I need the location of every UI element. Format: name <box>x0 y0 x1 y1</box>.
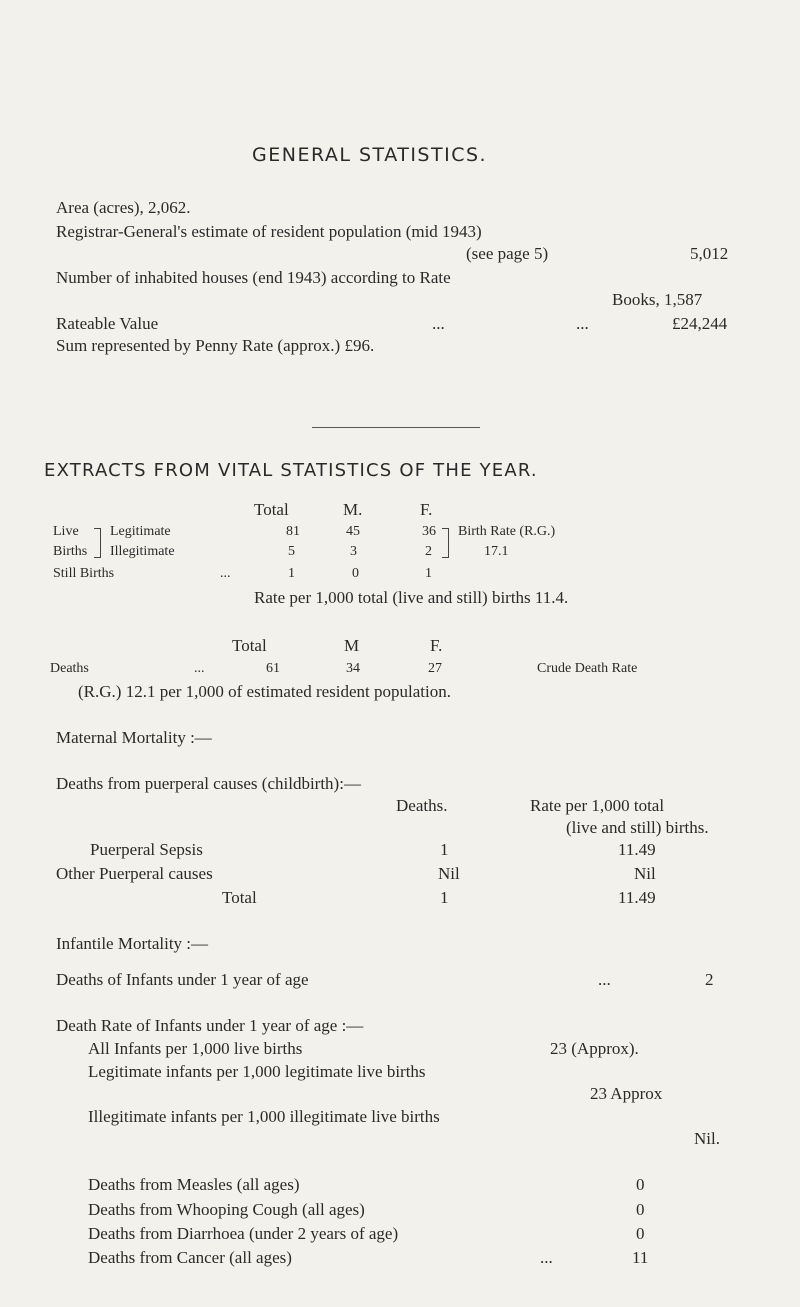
crude-death-rate-label: Crude Death Rate <box>537 661 638 676</box>
leader-dots: ... <box>598 970 611 989</box>
all-infants-label: All Infants per 1,000 live births <box>88 1039 303 1058</box>
deaths-measles-value: 0 <box>636 1175 645 1194</box>
maternal-row-label: Puerperal Sepsis <box>90 840 203 859</box>
legitimate-infants-label: Legitimate infants per 1,000 legitimate live births <box>88 1062 426 1081</box>
maternal-row-deaths: Nil <box>438 864 460 883</box>
live-label: Live <box>53 524 79 539</box>
crude-death-rate-line: (R.G.) 12.1 per 1,000 of estimated resident population. <box>78 682 451 701</box>
deaths-f: 27 <box>428 661 442 676</box>
brace-icon <box>94 528 101 558</box>
maternal-row-label: Total <box>222 888 257 907</box>
area-line: Area (acres), 2,062. <box>56 198 191 217</box>
puerperal-causes-heading: Deaths from puerperal causes (childbirth):— <box>56 774 361 793</box>
legitimate-m: 45 <box>346 524 360 539</box>
legitimate-label: Legitimate <box>110 524 171 539</box>
section-divider <box>312 427 480 428</box>
houses-value: Books, 1,587 <box>612 290 703 309</box>
deaths-label: Deaths <box>50 661 89 676</box>
illegitimate-label: Illegitimate <box>110 544 175 559</box>
legitimate-f: 36 <box>422 524 436 539</box>
houses-line: Number of inhabited houses (end 1943) according to Rate <box>56 268 451 287</box>
deaths-whooping-cough-value: 0 <box>636 1200 645 1219</box>
all-infants-value: 23 (Approx). <box>550 1039 639 1058</box>
illegitimate-infants-label: Illegitimate infants per 1,000 illegitimate live births <box>88 1107 440 1126</box>
deaths-cancer-value: 11 <box>632 1248 649 1267</box>
illegitimate-total: 5 <box>288 544 295 559</box>
infant-deaths-value: 2 <box>705 970 714 989</box>
infant-deaths-label: Deaths of Infants under 1 year of age <box>56 970 309 989</box>
illegitimate-f: 2 <box>425 544 432 559</box>
births-col-m: M. <box>343 500 363 519</box>
maternal-col-rate: Rate per 1,000 total <box>530 796 665 815</box>
deaths-diarrhoea-value: 0 <box>636 1224 645 1243</box>
maternal-mortality-heading: Maternal Mortality :— <box>56 728 212 747</box>
deaths-whooping-cough-label: Deaths from Whooping Cough (all ages) <box>88 1200 365 1219</box>
births-col-f: F. <box>420 500 433 519</box>
leader-dots: ... <box>220 566 231 581</box>
still-births-label: Still Births <box>53 566 115 581</box>
birth-rate-value: 17.1 <box>484 544 509 559</box>
population-line: Registrar-General's estimate of resident population (mid 1943) <box>56 222 482 241</box>
deaths-m: 34 <box>346 661 360 676</box>
deaths-cancer-label: Deaths from Cancer (all ages) <box>88 1248 292 1267</box>
still-births-m: 0 <box>352 566 359 581</box>
deaths-measles-label: Deaths from Measles (all ages) <box>88 1175 300 1194</box>
rateable-value-label: Rateable Value <box>56 314 159 333</box>
deaths-col-f: F. <box>430 636 443 655</box>
legitimate-total: 81 <box>286 524 300 539</box>
birth-rate-line: Rate per 1,000 total (live and still) births 11.4. <box>254 588 569 607</box>
leader-dots: ... <box>576 314 589 333</box>
penny-rate-line: Sum represented by Penny Rate (approx.) £96. <box>56 336 375 355</box>
maternal-row-deaths: 1 <box>440 840 449 859</box>
deaths-col-m: M <box>344 636 360 655</box>
still-births-total: 1 <box>288 566 295 581</box>
leader-dots: ... <box>540 1248 553 1267</box>
vital-statistics-heading: EXTRACTS FROM VITAL STATISTICS OF THE YEAR. <box>44 460 538 481</box>
births-col-total: Total <box>254 500 289 519</box>
maternal-row-rate: Nil <box>634 864 656 883</box>
brace-icon <box>442 528 449 558</box>
birth-rate-label: Birth Rate (R.G.) <box>458 524 556 539</box>
leader-dots: ... <box>432 314 445 333</box>
births-label: Births <box>53 544 88 559</box>
still-births-f: 1 <box>425 566 432 581</box>
deaths-diarrhoea-label: Deaths from Diarrhoea (under 2 years of age) <box>88 1224 399 1243</box>
rateable-value: £24,244 <box>672 314 728 333</box>
maternal-row-rate: 11.49 <box>618 888 656 907</box>
maternal-col-rate-sub: (live and still) births. <box>566 818 709 837</box>
population-see-page: (see page 5) <box>466 244 549 263</box>
leader-dots: ... <box>194 661 205 676</box>
maternal-row-label: Other Puerperal causes <box>56 864 213 883</box>
infantile-mortality-heading: Infantile Mortality :— <box>56 934 209 953</box>
illegitimate-m: 3 <box>350 544 357 559</box>
infant-death-rate-heading: Death Rate of Infants under 1 year of age :— <box>56 1016 364 1035</box>
deaths-total: 61 <box>266 661 280 676</box>
maternal-row-rate: 11.49 <box>618 840 656 859</box>
page-title: GENERAL STATISTICS. <box>252 144 488 166</box>
maternal-row-deaths: 1 <box>440 888 449 907</box>
deaths-col-total: Total <box>232 636 267 655</box>
population-value: 5,012 <box>690 244 729 263</box>
maternal-col-deaths: Deaths. <box>396 796 448 815</box>
legitimate-infants-value: 23 Approx <box>590 1084 663 1103</box>
illegitimate-infants-value: Nil. <box>694 1129 720 1148</box>
